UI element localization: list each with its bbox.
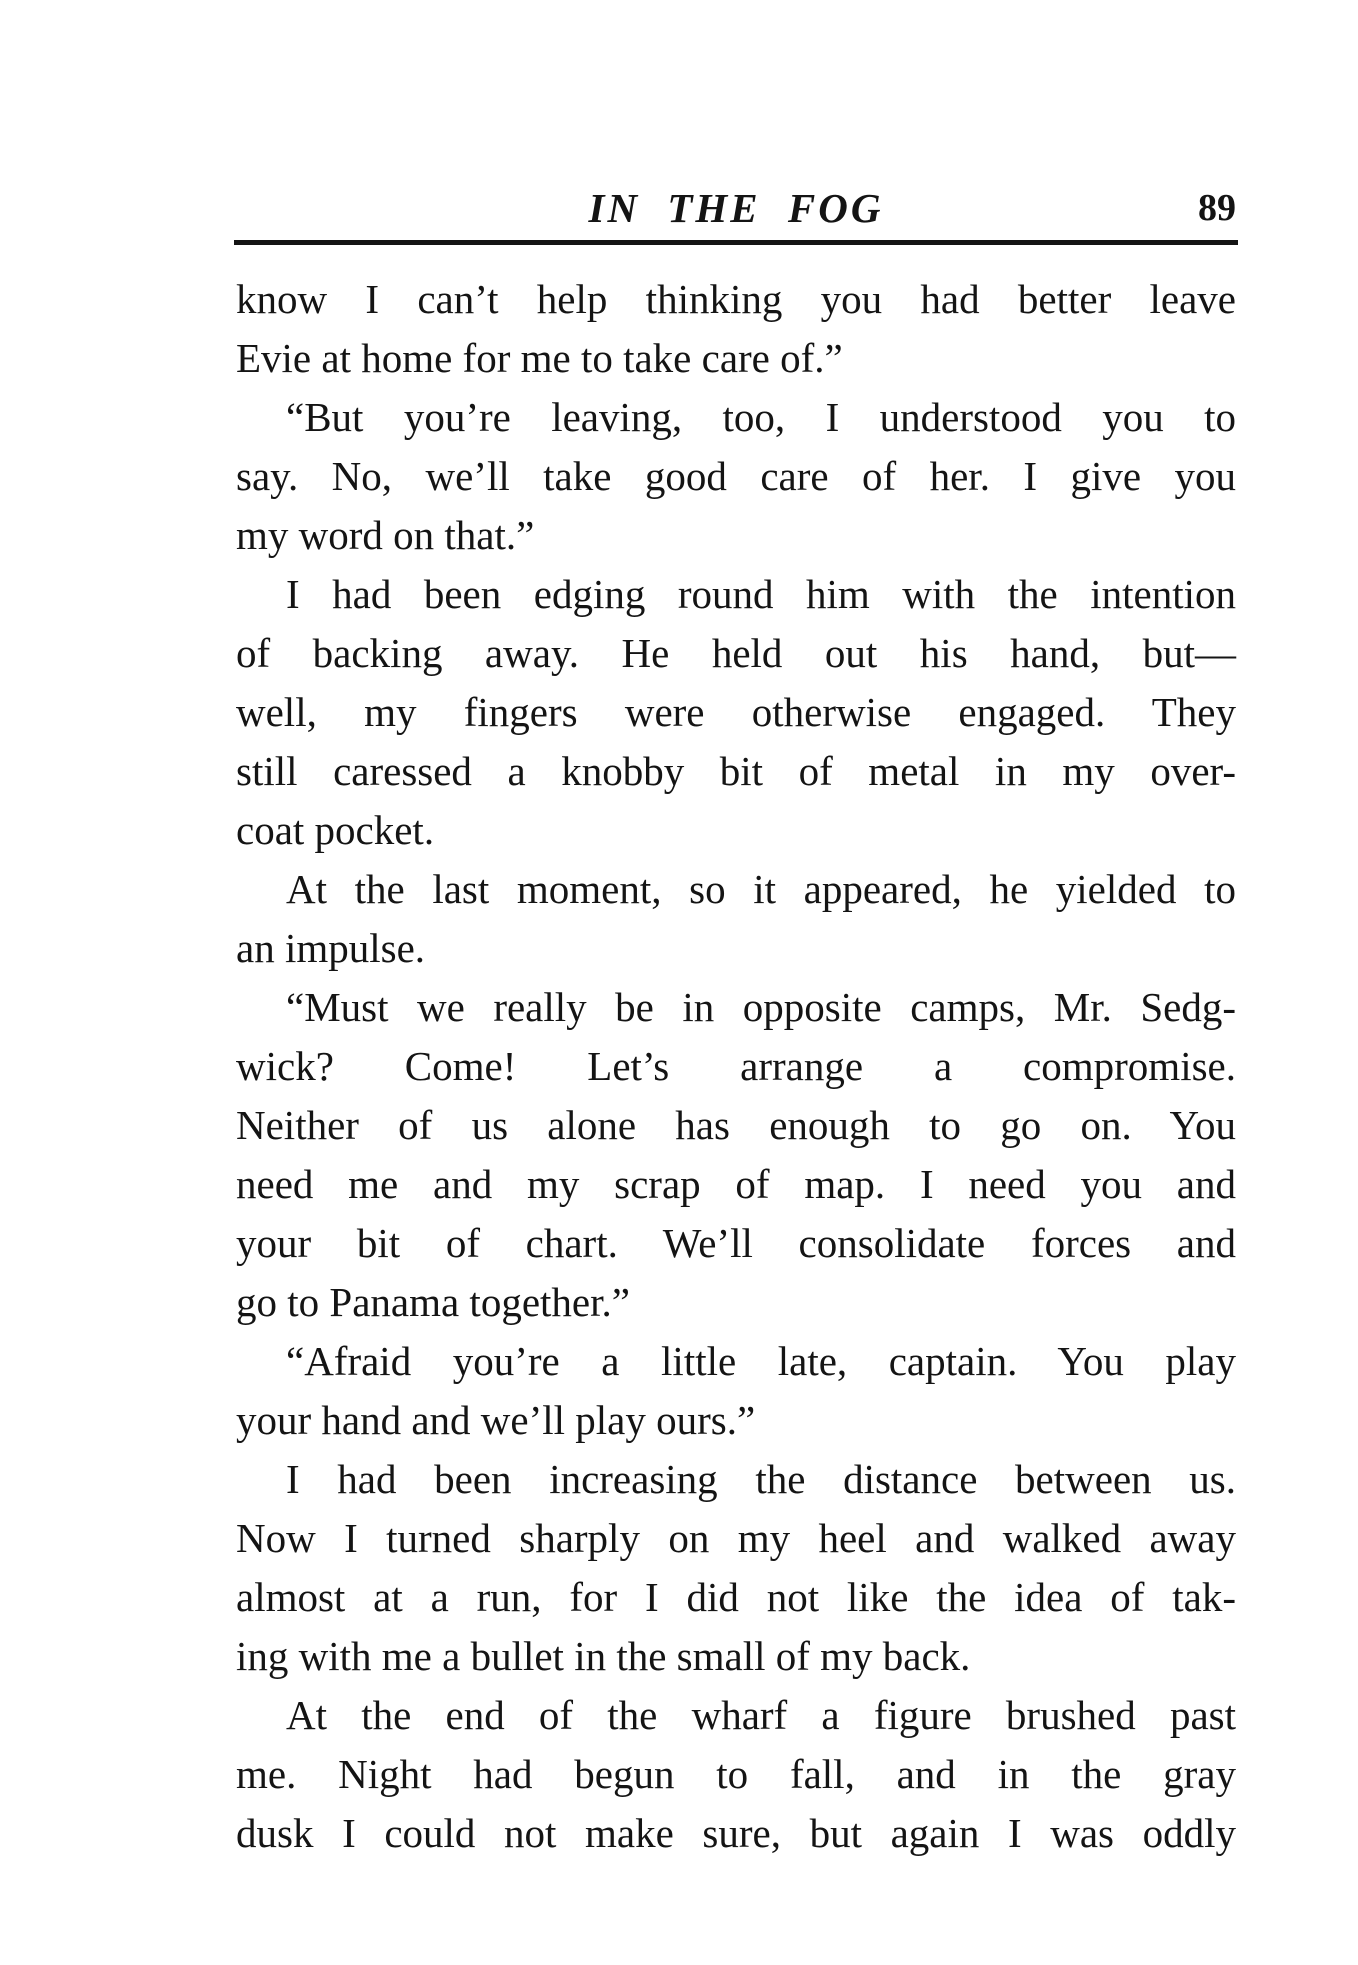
running-head: IN THE FOG [588, 185, 884, 231]
page-number: 89 [1198, 187, 1236, 229]
text-line: “Afraid you’re a little late, captain. You play [286, 1338, 1236, 1384]
text-line: ing with me a bullet in the small of my back. [236, 1633, 971, 1679]
text-line: an impulse. [236, 925, 426, 971]
text-line: At the end of the wharf a figure brushed past [286, 1692, 1236, 1738]
text-line: of backing away. He held out his hand, but— [236, 630, 1236, 676]
text-line: me. Night had begun to fall, and in the gray [236, 1751, 1236, 1797]
text-line: “But you’re leaving, too, I understood you to [286, 394, 1236, 440]
page-header [236, 178, 1236, 234]
text-line: dusk I could not make sure, but again I was oddly [236, 1810, 1236, 1856]
text-line: your hand and we’ll play ours.” [236, 1397, 756, 1443]
text-line: know I can’t help thinking you had better leave [236, 276, 1236, 322]
header-rule [234, 240, 1238, 245]
text-line: still caressed a knobby bit of metal in my over- [236, 748, 1236, 794]
text-line: coat pocket. [236, 807, 435, 853]
text-line: well, my fingers were otherwise engaged. They [236, 689, 1236, 735]
text-line: I had been edging round him with the intention [286, 571, 1236, 617]
text-line: Evie at home for me to take care of.” [236, 335, 843, 381]
text-line: your bit of chart. We’ll consolidate forces and [236, 1220, 1236, 1266]
text-line: wick? Come! Let’s arrange a compromise. [236, 1043, 1236, 1089]
text-line: need me and my scrap of map. I need you and [236, 1161, 1236, 1207]
text-line: Now I turned sharply on my heel and walked away [236, 1515, 1236, 1561]
text-line: almost at a run, for I did not like the idea of tak- [236, 1574, 1236, 1620]
text-line: I had been increasing the distance between us. [286, 1456, 1236, 1502]
text-line: At the last moment, so it appeared, he yielded to [286, 866, 1236, 912]
text-line: say. No, we’ll take good care of her. I give you [236, 453, 1236, 499]
text-line: Neither of us alone has enough to go on. You [236, 1102, 1236, 1148]
text-line: “Must we really be in opposite camps, Mr. Sedg- [286, 984, 1236, 1030]
body-text [236, 270, 1236, 1863]
text-line: go to Panama together.” [236, 1279, 630, 1325]
text-line: my word on that.” [236, 512, 535, 558]
